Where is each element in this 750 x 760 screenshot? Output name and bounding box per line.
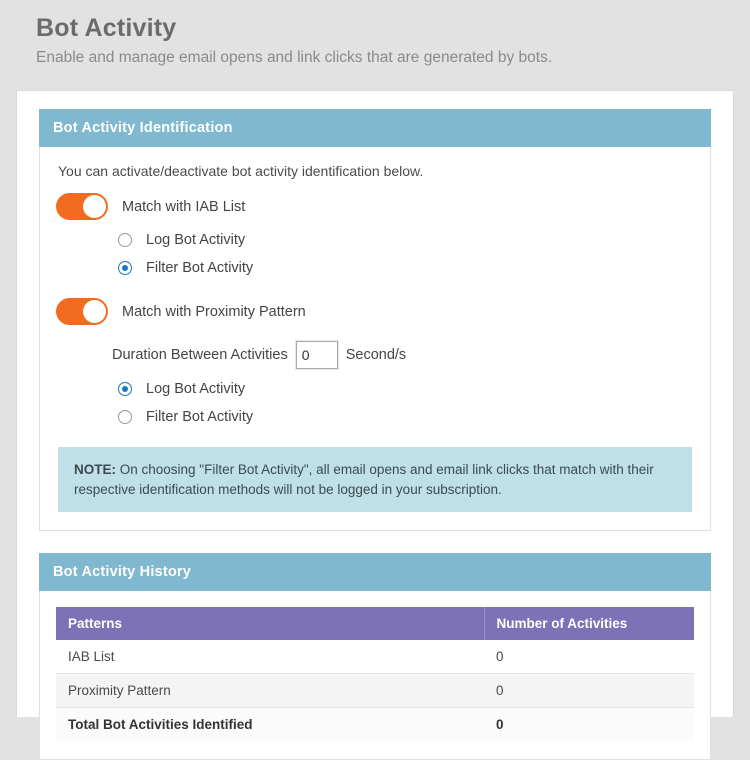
- bot-activity-identification-panel: [39, 109, 711, 531]
- identification-panel-body: [39, 147, 711, 531]
- row-count-total: 0: [484, 708, 694, 742]
- history-table-body: [56, 640, 694, 741]
- identification-panel-title: Bot Activity Identification: [39, 109, 711, 147]
- duration-row: [112, 341, 694, 369]
- proximity-toggle[interactable]: [56, 298, 108, 325]
- panel-spacer: [17, 531, 733, 553]
- row-pattern-proximity: Proximity Pattern: [56, 674, 484, 708]
- row-count-proximity: 0: [484, 674, 694, 708]
- iab-log-label: Log Bot Activity: [146, 232, 246, 248]
- row-count-iab: 0: [484, 640, 694, 674]
- iab-toggle-knob: [83, 195, 106, 218]
- proximity-toggle-knob: [83, 300, 106, 323]
- proximity-toggle-label: Match with Proximity Pattern: [122, 303, 306, 320]
- proximity-log-radio[interactable]: [118, 382, 132, 396]
- history-col-patterns: Patterns: [56, 607, 484, 640]
- row-pattern-total: Total Bot Activities Identified: [56, 708, 484, 742]
- row-pattern-iab: IAB List: [56, 640, 484, 674]
- iab-log-option-row[interactable]: [118, 232, 694, 248]
- page-subtitle: Enable and manage email opens and link clicks that are generated by bots.: [36, 49, 553, 66]
- history-col-activities: Number of Activities: [484, 607, 694, 640]
- iab-filter-radio[interactable]: [118, 261, 132, 275]
- proximity-filter-radio[interactable]: [118, 410, 132, 424]
- iab-log-radio[interactable]: [118, 233, 132, 247]
- table-row-total: [56, 708, 694, 742]
- iab-filter-option-row[interactable]: [118, 260, 694, 276]
- history-panel-title: Bot Activity History: [39, 553, 711, 591]
- table-row: [56, 640, 694, 674]
- proximity-filter-option-row[interactable]: [118, 409, 694, 425]
- duration-unit-label: Second/s: [345, 347, 407, 363]
- identification-intro-text: You can activate/deactivate bot activity identification below.: [58, 163, 424, 179]
- content-container: [16, 90, 734, 733]
- iab-toggle[interactable]: [56, 193, 108, 220]
- duration-input[interactable]: [296, 341, 338, 369]
- iab-filter-label: Filter Bot Activity: [146, 260, 254, 276]
- history-panel-body: [39, 591, 711, 760]
- history-table-head: [56, 607, 694, 640]
- history-table: [56, 607, 694, 741]
- bot-activity-history-panel: [39, 553, 711, 760]
- proximity-toggle-row: [56, 298, 694, 325]
- duration-label: Duration Between Activities: [112, 347, 288, 363]
- history-header-row: [56, 607, 694, 640]
- page-header: [0, 0, 750, 77]
- page-title: Bot Activity: [36, 14, 177, 42]
- note-text: On choosing "Filter Bot Activity", all email opens and email link clicks that match with their respective identification methods will not be logged in your subscription.: [74, 462, 654, 497]
- iab-toggle-label: Match with IAB List: [122, 198, 246, 215]
- iab-toggle-row: [56, 193, 694, 220]
- proximity-log-label: Log Bot Activity: [146, 381, 246, 397]
- proximity-log-option-row[interactable]: [118, 381, 694, 397]
- proximity-filter-label: Filter Bot Activity: [146, 409, 254, 425]
- note-prefix: NOTE:: [74, 462, 116, 477]
- table-row: [56, 674, 694, 708]
- note-box: [58, 447, 692, 512]
